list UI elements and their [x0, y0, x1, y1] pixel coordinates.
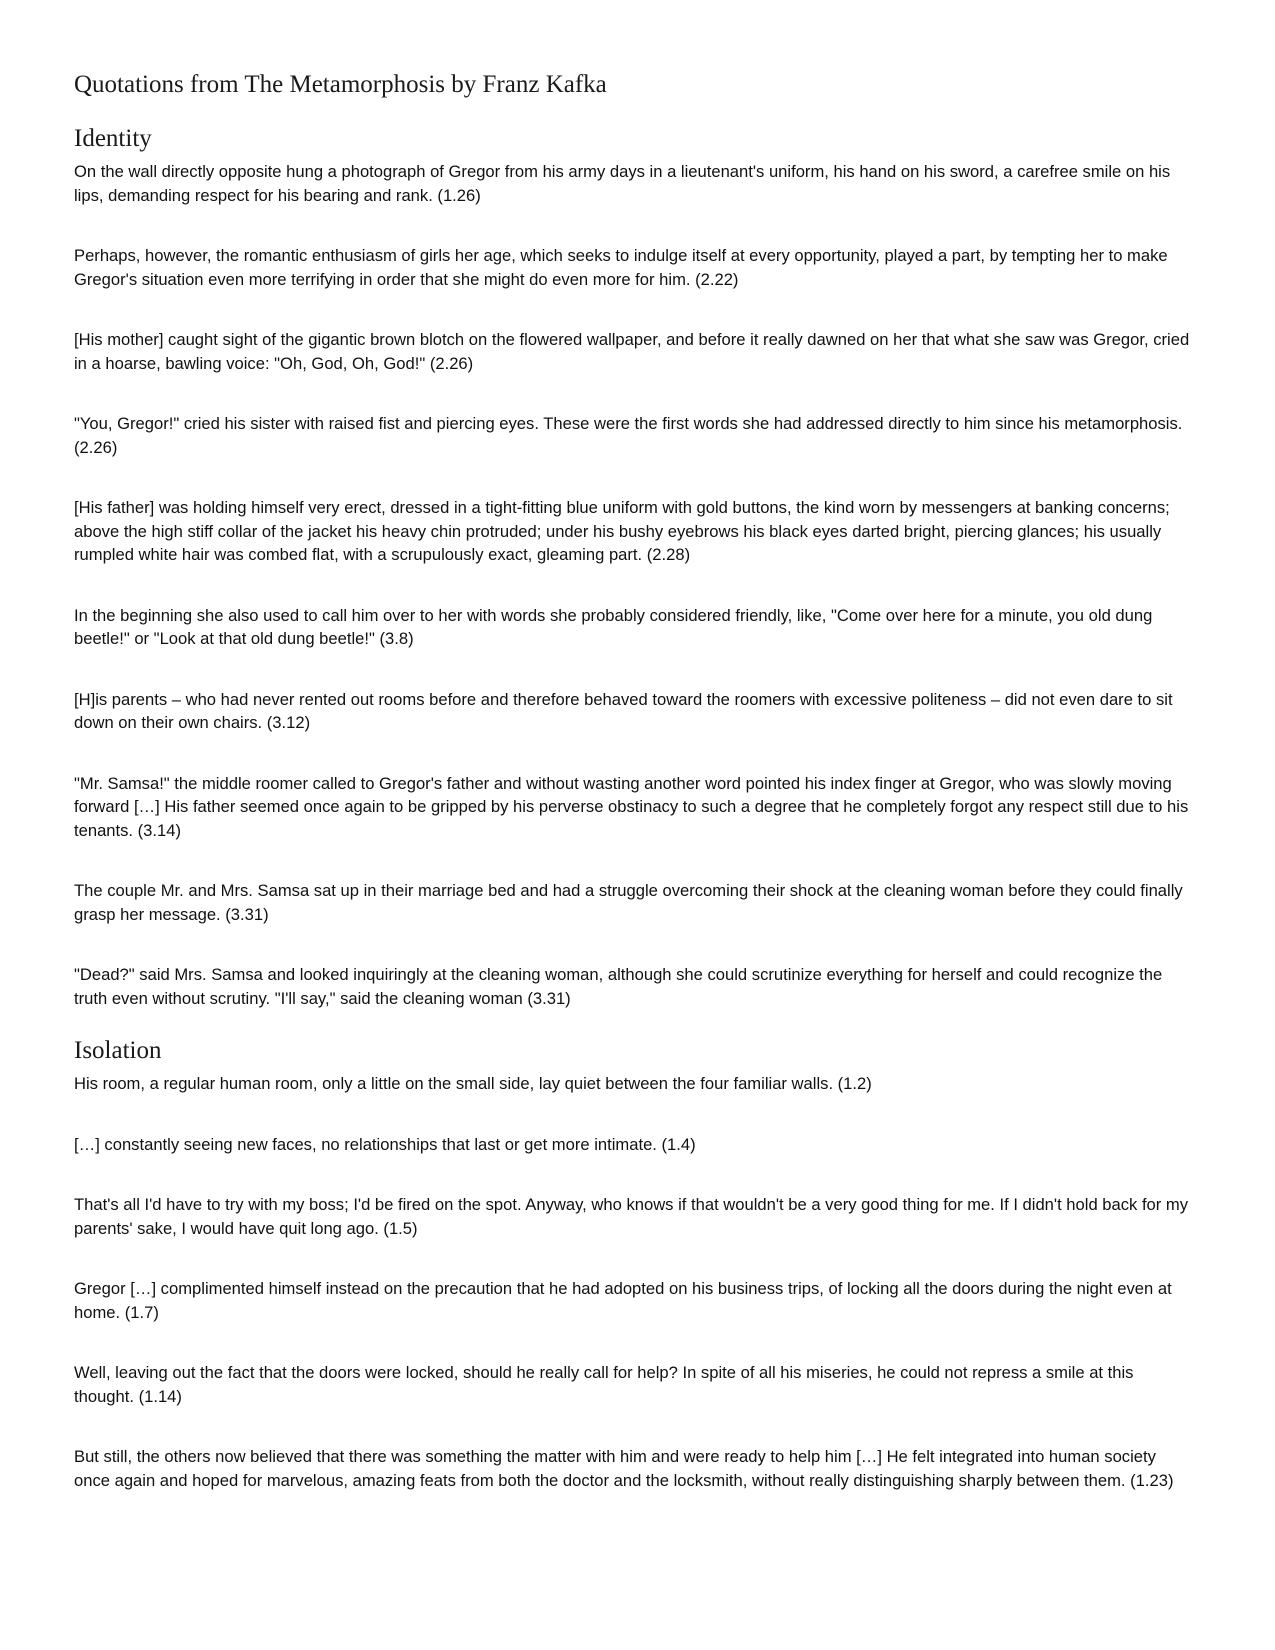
- quote-paragraph: "Dead?" said Mrs. Samsa and looked inquiringly at the cleaning woman, although she could scrutinize everything for herself and could recognize the truth even without scrutiny. "I'll say," said the cleaning woman (3.31): [74, 965, 1163, 1008]
- section-isolation: [74, 1036, 1194, 1492]
- quote-paragraph: But still, the others now believed that there was something the matter with him and were ready to help him […] He felt integrated into human society once again and hoped for marvelous, amazing feats from both the doctor and the locksmith, without really distinguishing sharply between them. (1.23): [74, 1447, 1174, 1490]
- quote-paragraph: […] constantly seeing new faces, no relationships that last or get more intimate. (1.4): [74, 1134, 696, 1154]
- quote-paragraph: "Mr. Samsa!" the middle roomer called to Gregor's father and without wasting another word pointed his index finger at Gregor, who was slowly moving forward […] His father seemed once again to be gripped by his perverse obstinacy to such a degree that he completely forgot any respect still due to his tenants. (3.14): [74, 773, 1189, 840]
- quote-paragraph: On the wall directly opposite hung a photograph of Gregor from his army days in a lieutenant's uniform, his hand on his sword, a carefree smile on his lips, demanding respect for his bearing and rank. (1.26): [74, 162, 1171, 205]
- quote-paragraph: The couple Mr. and Mrs. Samsa sat up in their marriage bed and had a struggle overcoming their shock at the cleaning woman before they could finally grasp her message. (3.31): [74, 881, 1183, 924]
- quote-paragraph: Well, leaving out the fact that the doors were locked, should he really call for help? In spite of all his miseries, he could not repress a smile at this thought. (1.14): [74, 1363, 1134, 1406]
- quote-paragraph: That's all I'd have to try with my boss; I'd be fired on the spot. Anyway, who knows if that wouldn't be a very good thing for me. If I didn't hold back for my parents' sake, I would have quit long ago. (1.5): [74, 1195, 1189, 1238]
- section-heading: Isolation: [74, 1037, 162, 1064]
- quote-paragraph: [H]is parents – who had never rented out rooms before and therefore behaved toward the roomers with excessive politeness – did not even dare to sit down on their own chairs. (3.12): [74, 689, 1173, 732]
- quote-paragraph: [His mother] caught sight of the gigantic brown blotch on the flowered wallpaper, and before it really dawned on her that what she saw was Gregor, cried in a hoarse, bawling voice: "Oh, God, Oh, God!" (2.26): [74, 330, 1190, 373]
- quote-paragraph: Perhaps, however, the romantic enthusiasm of girls her age, which seeks to indulge itself at every opportunity, played a part, by tempting her to make Gregor's situation even more terrifying in order that she might do even more for him. (2.22): [74, 246, 1168, 289]
- document-title: Quotations from The Metamorphosis by Franz Kafka: [74, 71, 607, 98]
- section-heading: Identity: [74, 125, 152, 152]
- section-identity: [74, 124, 1194, 1010]
- quote-paragraph: [His father] was holding himself very erect, dressed in a tight-fitting blue uniform with gold buttons, the kind worn by messengers at banking concerns; above the high stiff collar of the jacket his heavy chin protruded; under his bushy eyebrows his black eyes darted bright, piercing glances; his usually rumpled white hair was combed flat, with a scrupulously exact, gleaming part. (2.28): [74, 498, 1170, 564]
- document-page: [74, 70, 1194, 1492]
- quote-paragraph: "You, Gregor!" cried his sister with raised fist and piercing eyes. These were the first words she had addressed directly to him since his metamorphosis. (2.26): [74, 414, 1183, 457]
- quote-paragraph: His room, a regular human room, only a little on the small side, lay quiet between the four familiar walls. (1.2): [74, 1074, 872, 1093]
- quote-paragraph: Gregor […] complimented himself instead on the precaution that he had adopted on his business trips, of locking all the doors during the night even at home. (1.7): [74, 1279, 1172, 1322]
- quote-paragraph: In the beginning she also used to call him over to her with words she probably considered friendly, like, "Come over here for a minute, you old dung beetle!" or "Look at that old dung beetle!" (3.8): [74, 605, 1153, 648]
